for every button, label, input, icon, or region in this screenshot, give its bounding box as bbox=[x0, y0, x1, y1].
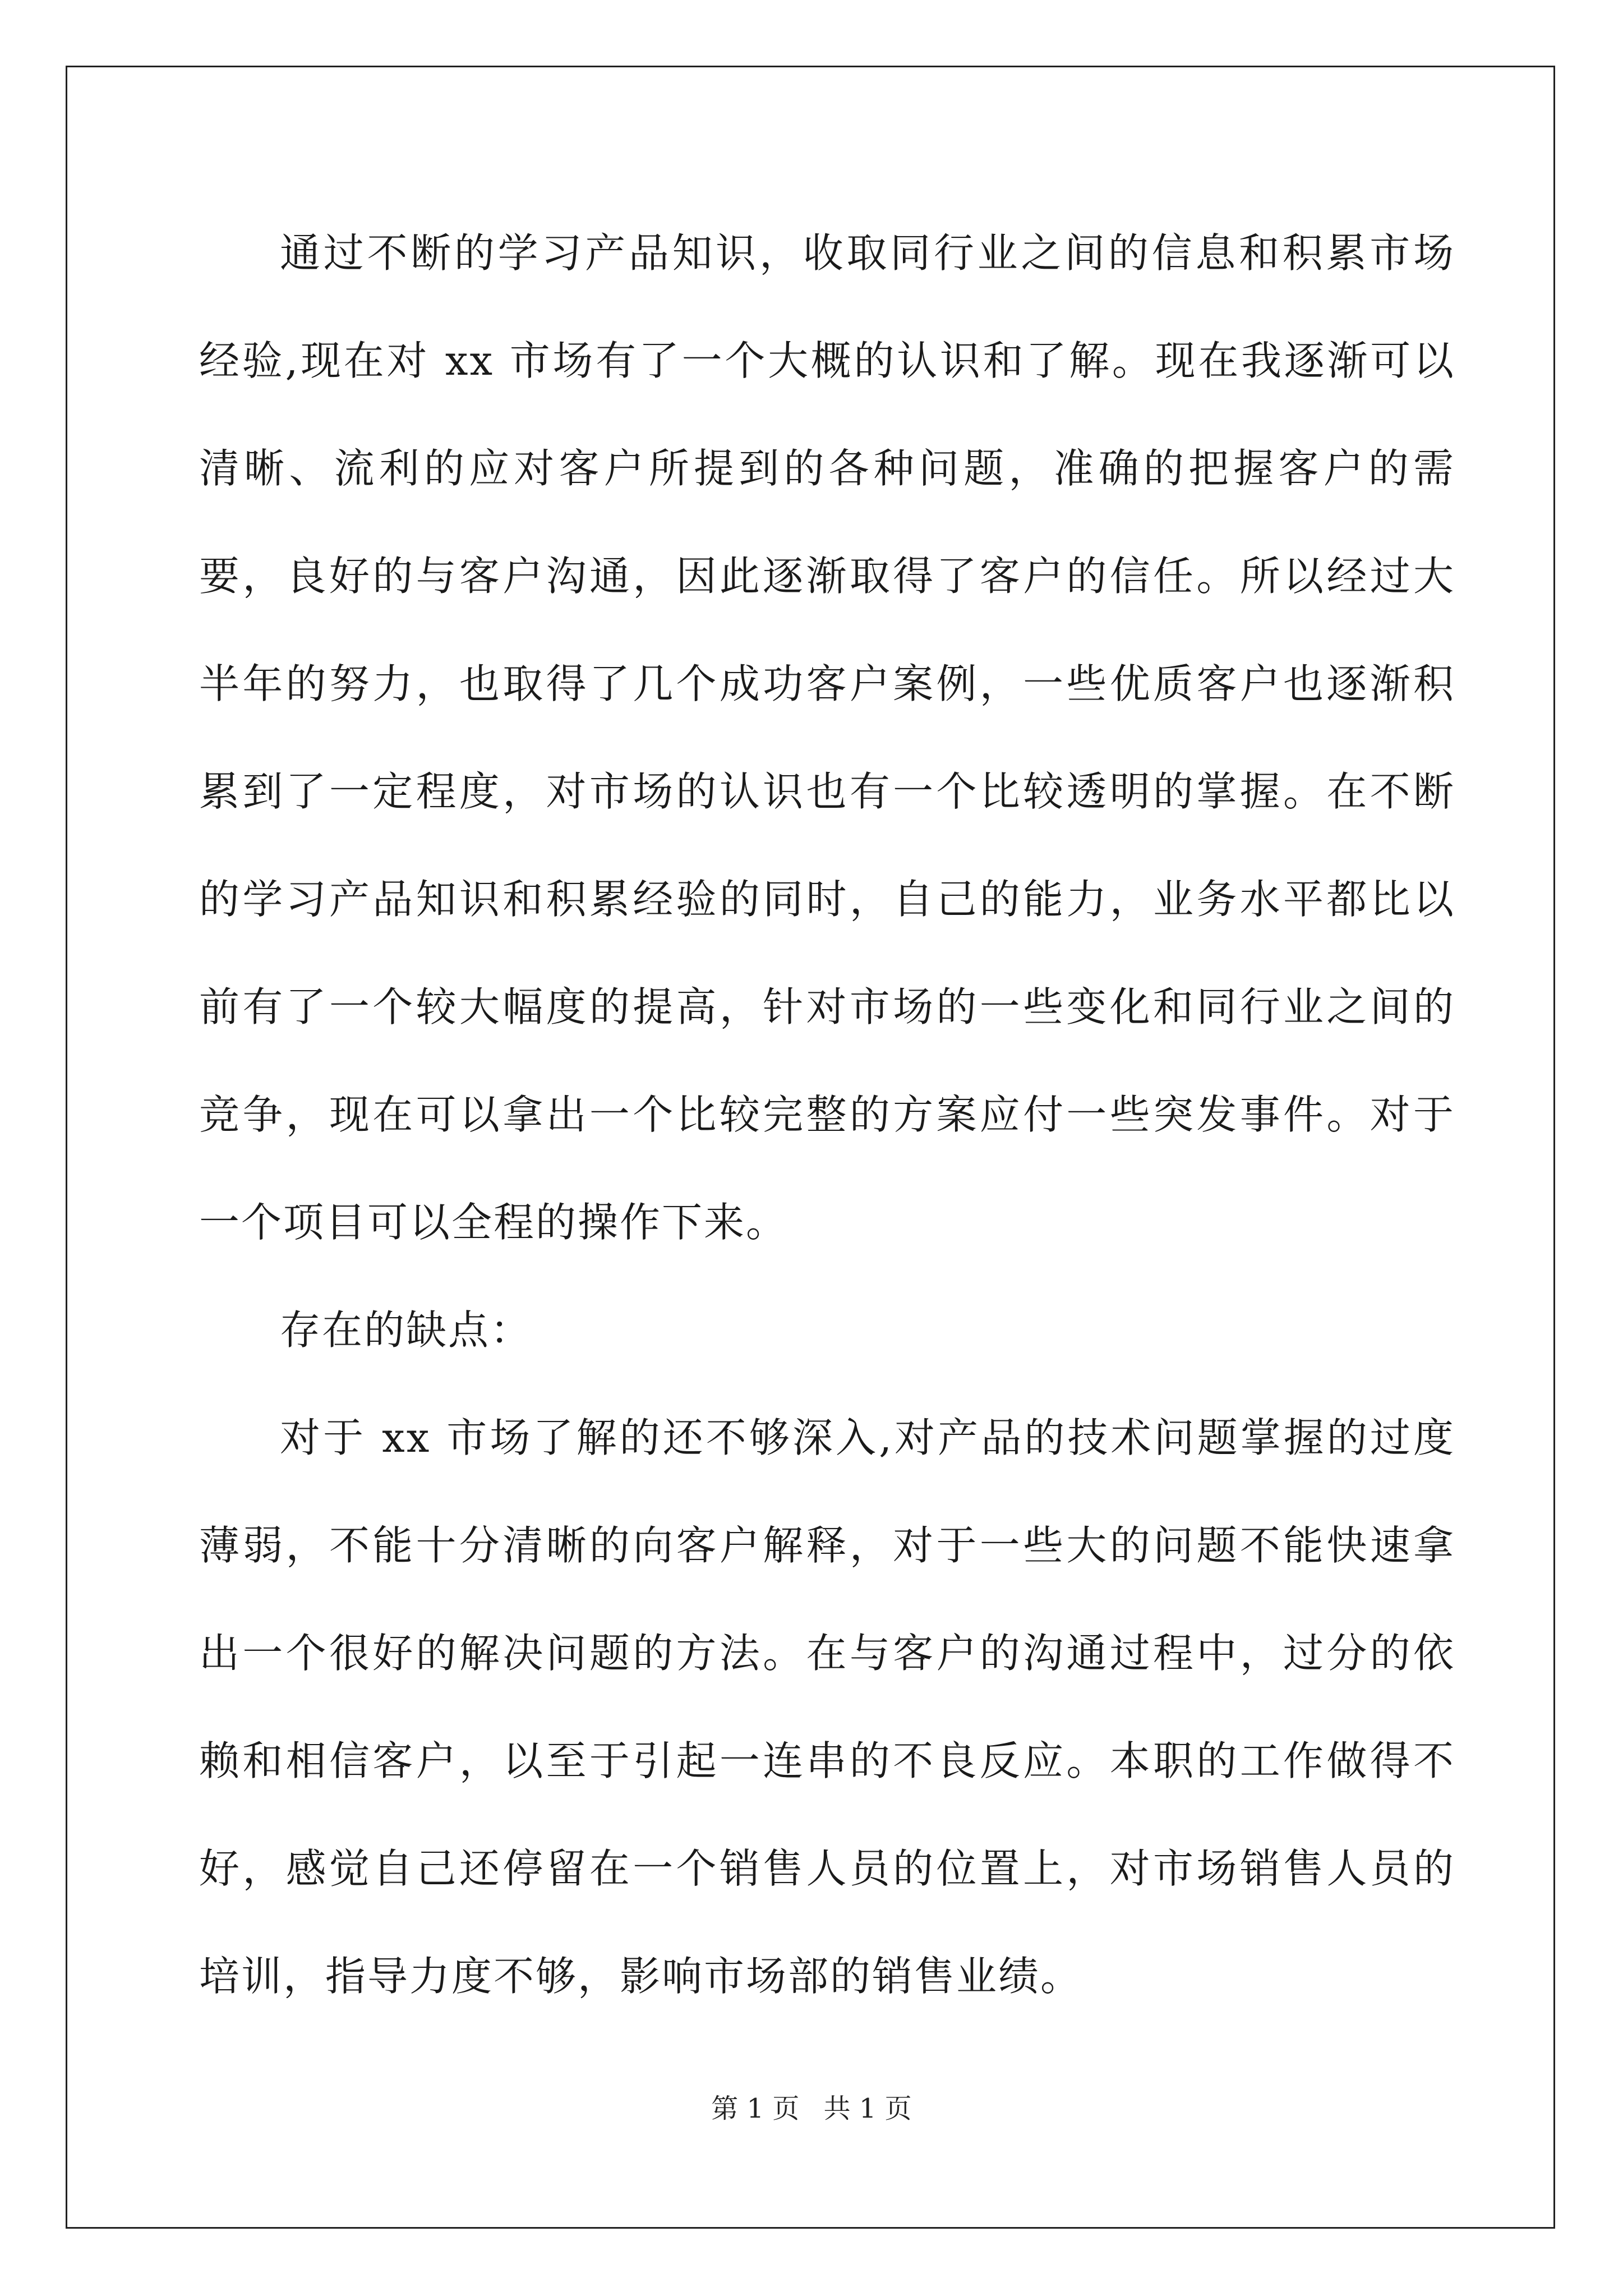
page-total: 共 1 页 bbox=[823, 2093, 912, 2124]
page-footer bbox=[0, 2087, 1623, 2125]
paragraph-shortcomings: 对于 xx 市场了解的还不够深入,对产品的技术问题掌握的过度薄弱，不能十分清晰的向客户解释，对于一些大的问题不能快速拿出一个很好的解决问题的方法。在与客户的沟通过程中，过分的依赖和相信客户，以至于引起一连串的不良反应。本职的工作做得不好，感觉自己还停留在一个销售人员的位置上，对市场销售人员的培训，指导力度不够，影响市场部的销售业绩。 bbox=[199, 1414, 1455, 2000]
page-number: 第 1 页 bbox=[711, 2093, 800, 2124]
paragraph-shortcomings-heading: 存在的缺点： bbox=[280, 1306, 533, 1354]
document-body bbox=[199, 199, 1455, 2030]
paragraph-achievements: 通过不断的学习产品知识，收取同行业之间的信息和积累市场经验,现在对 xx 市场有了一个大概的认识和了解。现在我逐渐可以清晰、流利的应对客户所提到的各种问题，准确的把握客户的需要，良好的与客户沟通，因此逐渐取得了客户的信任。所以经过大半年的努力，也取得了几个成功客户案例，一些优质客户也逐渐积累到了一定程度，对市场的认识也有一个比较透明的掌握。在不断的学习产品知识和积累经验的同时，自己的能力，业务水平都比以前有了一个较大幅度的提高，针对市场的一些变化和同行业之间的竞争，现在可以拿出一个比较完整的方案应付一些突发事件。对于一个项目可以全程的操作下来。 bbox=[199, 229, 1455, 1246]
